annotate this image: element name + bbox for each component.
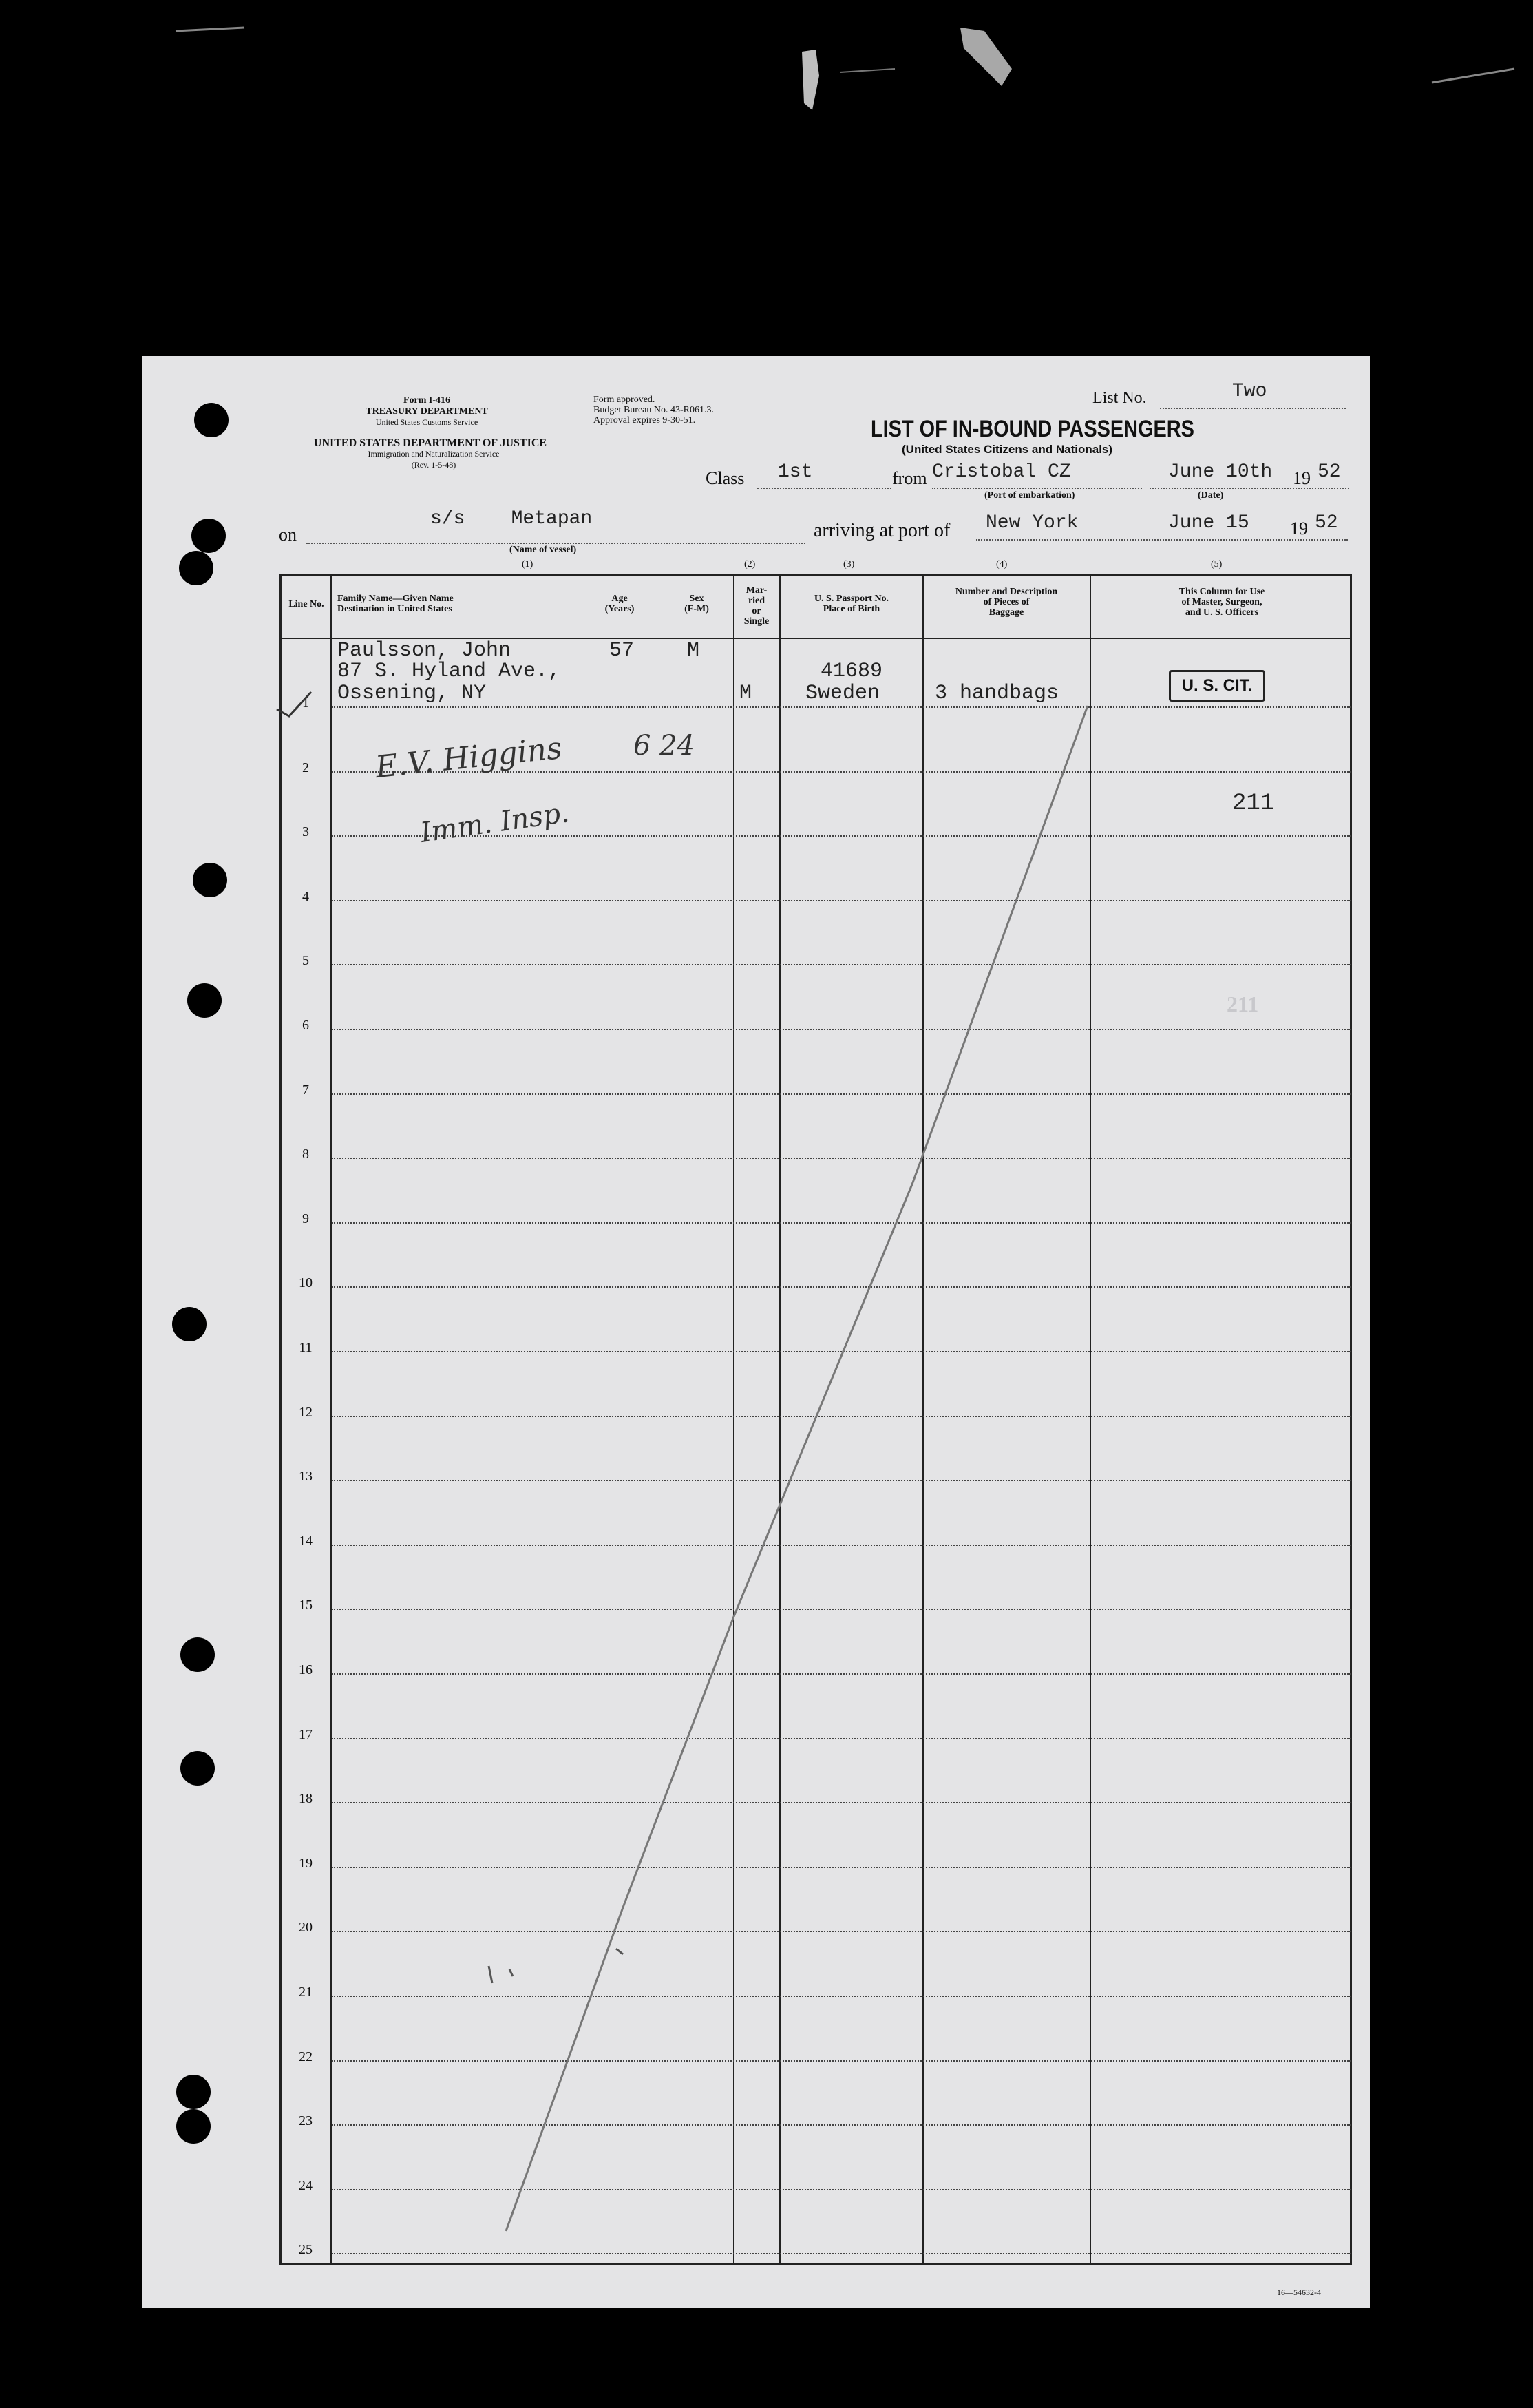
row-number: 15 — [299, 1598, 313, 1613]
row-rule — [332, 1673, 1351, 1675]
row-number: 2 — [302, 760, 309, 775]
row-rule — [332, 1029, 1351, 1030]
binder-hole — [172, 1307, 207, 1341]
binder-hole — [180, 1751, 215, 1786]
arrival-port: New York — [986, 512, 1079, 534]
col-num-1: (1) — [522, 559, 533, 569]
col-header-sex: Sex (F-M) — [684, 594, 709, 614]
list-no-value: Two — [1232, 381, 1267, 402]
row-number: 17 — [299, 1726, 313, 1742]
row-number: 8 — [302, 1147, 309, 1162]
passenger-birthplace: Sweden — [805, 682, 880, 705]
row-number: 21 — [299, 1985, 313, 2000]
row-rule — [332, 1093, 1351, 1095]
binder-hole — [176, 2109, 211, 2144]
row-rule — [332, 1545, 1351, 1546]
binder-hole — [194, 403, 229, 437]
row-rule — [332, 2124, 1351, 2126]
citizen-stamp: U. S. CIT. — [1169, 670, 1265, 702]
approval-2: Budget Bureau No. 43-R061.3. — [593, 405, 714, 415]
list-no-line — [1160, 408, 1346, 409]
officer-date: 6 24 — [633, 730, 695, 762]
vessel-line — [306, 543, 805, 544]
row-rule — [332, 900, 1351, 901]
form-title: LIST OF IN-BOUND PASSENGERS — [871, 416, 1194, 442]
date-caption: (Date) — [1198, 490, 1224, 501]
row-number: 9 — [302, 1211, 309, 1226]
binder-hole — [187, 983, 222, 1018]
passenger-passport: 41689 — [821, 660, 883, 683]
passenger-name: Paulsson, John — [337, 639, 511, 662]
binder-hole — [176, 2075, 211, 2109]
row-number: 10 — [299, 1275, 313, 1291]
row-number: 23 — [299, 2113, 313, 2129]
row-rule — [332, 1738, 1351, 1739]
row-rule — [332, 2253, 1351, 2254]
row-number: 13 — [299, 1469, 313, 1485]
col-header-baggage: Number and Description of Pieces of Baggage — [955, 587, 1058, 618]
row-number: 1 — [302, 695, 309, 711]
dept-justice: UNITED STATES DEPARTMENT OF JUSTICE — [313, 437, 547, 449]
row-rule — [332, 1351, 1351, 1352]
col-header-passport: U. S. Passport No. Place of Birth — [814, 594, 889, 614]
date-year-prefix: 19 — [1293, 468, 1311, 488]
date-value: June 10th — [1168, 461, 1273, 483]
col-num-2: (2) — [744, 559, 756, 569]
row-rule — [332, 1222, 1351, 1224]
on-label: on — [279, 525, 297, 545]
class-label: Class — [706, 468, 745, 488]
col-header-name: Family Name—Given Name Destination in United States — [337, 594, 454, 614]
col-num-4: (4) — [996, 559, 1008, 569]
date-year: 52 — [1318, 461, 1341, 483]
binder-hole — [193, 863, 227, 897]
row-rule — [332, 2189, 1351, 2190]
ins-name: Immigration and Naturalization Service — [368, 449, 500, 459]
vessel-value: s/s Metapan — [430, 508, 593, 530]
col-header-age: Age (Years) — [604, 594, 635, 614]
row-rule — [332, 2060, 1351, 2062]
row-number: 18 — [299, 1791, 313, 1807]
row-number: 12 — [299, 1404, 313, 1420]
binder-hole — [191, 519, 226, 553]
vessel-caption: (Name of vessel) — [509, 545, 577, 555]
approval-1: Form approved. — [593, 395, 655, 405]
arrival-year-prefix: 19 — [1290, 519, 1308, 538]
customs-service: United States Customs Service — [375, 417, 478, 427]
officer-signature: E.V. Higgins — [374, 730, 564, 786]
row-number: 11 — [299, 1340, 313, 1355]
row-rule — [332, 1931, 1351, 1932]
scan-specks — [0, 0, 1533, 358]
row-rule — [332, 1416, 1351, 1417]
row-number: 4 — [302, 888, 309, 904]
row-number: 3 — [302, 824, 309, 840]
code-number: 211 — [1232, 791, 1275, 817]
officer-note: Imm. Insp. — [418, 797, 571, 849]
row-rule — [332, 964, 1351, 965]
faint-code: 211 — [1227, 992, 1259, 1016]
col-num-3: (3) — [843, 559, 855, 569]
binder-hole — [179, 551, 213, 585]
row-rule — [332, 1802, 1351, 1803]
form-subtitle: (United States Citizens and Nationals) — [902, 443, 1113, 456]
passenger-sex: M — [687, 639, 700, 662]
form-number: Form I-416 — [403, 395, 451, 406]
col-header-married: Mar- ried or Single — [743, 585, 770, 627]
arriving-label: arriving at port of — [814, 520, 951, 541]
row-number: 7 — [302, 1082, 309, 1098]
class-value: 1st — [778, 461, 813, 483]
row-rule — [332, 1996, 1351, 1997]
row-number: 16 — [299, 1662, 313, 1677]
row-number: 5 — [302, 953, 309, 969]
col-divider — [922, 574, 924, 2265]
col-divider — [779, 574, 781, 2265]
arrival-year: 52 — [1315, 512, 1338, 534]
row-rule — [332, 1609, 1351, 1610]
row-number: 14 — [299, 1533, 313, 1549]
list-no-label: List No. — [1092, 389, 1147, 407]
col-divider — [330, 574, 332, 2265]
passenger-age: 57 — [609, 639, 635, 662]
col-divider — [1090, 574, 1091, 2265]
print-code: 16—54632-4 — [1277, 2287, 1321, 2297]
approval-3: Approval expires 9-30-51. — [593, 415, 696, 426]
binder-hole — [180, 1637, 215, 1672]
row-number: 25 — [299, 2242, 313, 2258]
passenger-address-2: Ossening, NY — [337, 682, 487, 705]
row-rule — [332, 1158, 1351, 1159]
from-value: Cristobal CZ — [932, 461, 1071, 483]
row-rule — [332, 1867, 1351, 1868]
port-embark-caption: (Port of embarkation) — [984, 490, 1075, 501]
row-rule — [332, 1286, 1351, 1288]
row-number: 6 — [302, 1018, 309, 1033]
row-number: 22 — [299, 2049, 313, 2064]
col-header-line-no: Line No. — [288, 599, 324, 609]
row-rule — [332, 1480, 1351, 1481]
row-number: 19 — [299, 1855, 313, 1871]
row-rule — [332, 706, 1351, 708]
revision: (Rev. 1-5-48) — [411, 460, 456, 470]
date-line — [1150, 488, 1349, 489]
col-divider — [733, 574, 734, 2265]
dept-treasury: TREASURY DEPARTMENT — [366, 406, 488, 417]
arrival-date: June 15 — [1168, 512, 1249, 534]
from-label: from — [892, 468, 927, 488]
from-line — [932, 488, 1142, 489]
col-num-5: (5) — [1211, 559, 1223, 569]
arrival-line — [976, 539, 1348, 541]
col-header-officers: This Column for Use of Master, Surgeon, and U. S. Officers — [1178, 587, 1265, 618]
passenger-married: M — [739, 682, 752, 705]
row-number: 20 — [299, 1920, 313, 1936]
passenger-address-1: 87 S. Hyland Ave., — [337, 660, 561, 683]
row-number: 24 — [299, 2177, 313, 2193]
class-line — [757, 488, 891, 489]
passenger-baggage: 3 handbags — [935, 682, 1059, 705]
